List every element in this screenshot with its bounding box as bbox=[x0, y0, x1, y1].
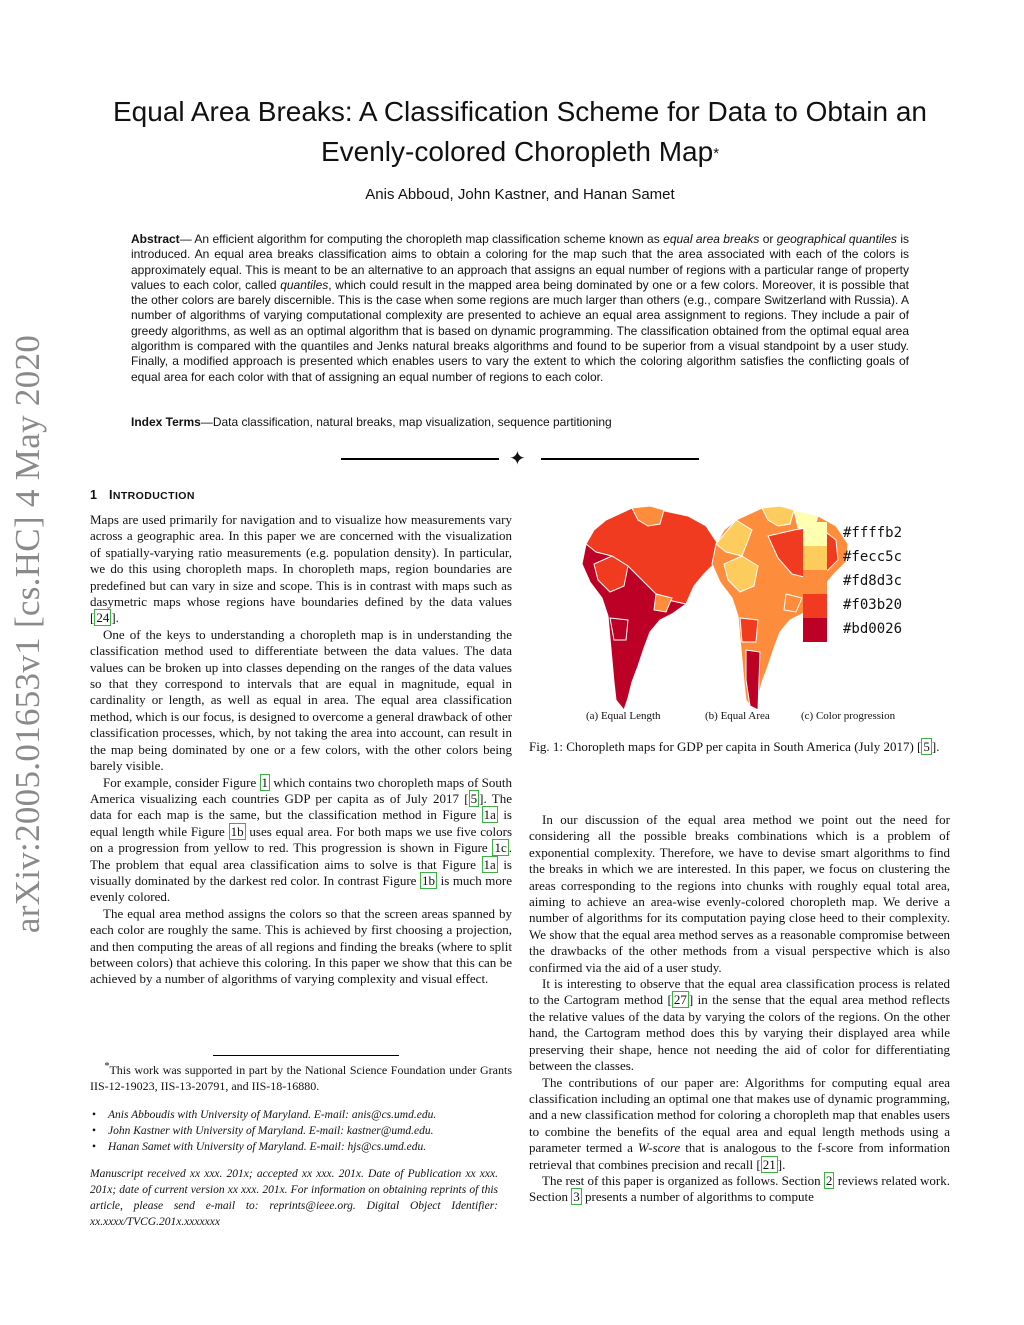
manuscript-info: Manuscript received xx xxx. 201x; accepted xx xxx. 201x. Date of Publication xx xxx. 201x; date of current version xx xxx. 201x. For information on obtaining reprints of this article, please send e-mail to: reprints@ieee.org. Digital Object Identifier: xx.xxxx/TVCG.201x.xxxxxxx bbox=[90, 1168, 498, 1228]
index-terms: Index Terms—Data classification, natural breaks, map visualization, sequence partitioning bbox=[131, 415, 612, 429]
figure-link[interactable]: 1b bbox=[230, 823, 244, 839]
citation-link[interactable]: 5 bbox=[470, 790, 478, 806]
legend-swatch bbox=[803, 570, 827, 594]
figure-link[interactable]: 1b bbox=[422, 872, 435, 888]
paragraph: One of the keys to understanding a choropleth map is in understanding the classification method used to differentiate between the data values. The data values can be broken up into classes depending on the ranges of the data values so that they correspond to intervals that are equal in magnitude, equal in cardinality or length, as well as equal in area. The equal area classification method, which is our focus, is designed to overcome a general drawback of other classification processes, which, by not taking the area into account, can result in the map being dominated by one or a few colors, with the other colors being barely visible. bbox=[90, 626, 513, 774]
paragraph: It is interesting to observe that the equal area classification process is related to the Cartogram method [ 27 ] in the sense that the equal area method reflects the relative values of the data by varying the colors of the regions. On the other hand, the Cartogram method does this by varying their displayed area while preserving their shape, hence not needing the aid of color for differentiating between the classes. bbox=[529, 976, 950, 1074]
paragraph: For example, consider Figure 1 which contains two choropleth maps of South America visualizing each countries GDP per capita as of July 2017 [ 5 ]. The data for each map is the same, but the classification method in Figure 1a is equal length while Figure 1b uses equal area. For both maps we use five colors on a progression from yellow to red. This progression is shown in Figure 1c . The problem that equal area classification aims to solve is that Figure 1a is visually dominated by the darkest red color. In contrast Figure 1b is much more evenly colored. bbox=[90, 774, 513, 905]
legend-entry bbox=[803, 594, 927, 618]
legend-swatch bbox=[803, 594, 827, 618]
affiliation-item: • Anis Abboudis with University of Maryland. E-mail: anis@cs.umd.edu. bbox=[90, 1107, 512, 1123]
title-line-2: Evenly-colored Choropleth Map* bbox=[320, 136, 720, 167]
paragraph: Maps are used primarily for navigation and to visualize how measurements vary across a geographic area. In this paper we are concerned with the visualization of spatially-varying ratio measurements (e.g. population density). In particular, we do this using choropleth maps. In choropleth maps, region boundaries are predefined but can vary in size and scope. This is in contrast with maps such as dasymetric maps whose regions have boundaries defined by the data values [ 24 ]. bbox=[90, 512, 512, 626]
right-column-text bbox=[529, 812, 950, 1206]
figure-link[interactable]: 1a bbox=[483, 856, 496, 872]
affiliation-item: • John Kastner with University of Maryland. E-mail: kastner@umd.edu. bbox=[90, 1123, 512, 1139]
author-list: Anis Abboud, John Kastner, and Hanan Samet bbox=[365, 186, 675, 203]
legend-entry bbox=[803, 618, 927, 642]
subcaption-b: (b) Equal Area bbox=[705, 710, 770, 722]
legend-swatch bbox=[803, 522, 827, 546]
citation-link[interactable]: 5 bbox=[923, 739, 930, 754]
figure-caption: Fig. 1: Choropleth maps for GDP per capita in South America (July 2017) [ 5 ]. bbox=[529, 739, 940, 754]
title-footnote-mark: * bbox=[713, 145, 720, 162]
legend-label: #bd0026 bbox=[843, 621, 903, 637]
arxiv-identifier: arXiv:2005.01653v1 [cs.HC] 4 May 2020 bbox=[8, 334, 47, 934]
title-line-1: Equal Area Breaks: A Classification Scheme for Data to Obtain an bbox=[113, 96, 927, 127]
affiliation-list bbox=[90, 1107, 512, 1155]
section-heading-introduction: 1 INTRODUCTION bbox=[90, 488, 195, 502]
affiliation-item: • Hanan Samet with University of Maryland. E-mail: hjs@cs.umd.edu. bbox=[90, 1139, 512, 1155]
legend-entry bbox=[803, 570, 927, 594]
citation-link[interactable]: 24 bbox=[96, 610, 110, 626]
legend-label: #fd8d3c bbox=[843, 573, 903, 589]
section-link[interactable]: 3 bbox=[573, 1189, 580, 1205]
subcaption-a: (a) Equal Length bbox=[586, 710, 661, 722]
citation-link[interactable]: 21 bbox=[762, 1156, 776, 1172]
legend-label: #ffffb2 bbox=[843, 525, 903, 541]
divider-diamond-icon: ✦ bbox=[509, 448, 526, 470]
index-terms-label: Index Terms bbox=[131, 415, 201, 429]
abstract-label: Abstract bbox=[131, 232, 180, 246]
section-link[interactable]: 2 bbox=[825, 1172, 833, 1188]
paragraph: The rest of this paper is organized as follows. Section 2 reviews related work. Section 3 presents a number of algorithms to compute bbox=[529, 1172, 950, 1205]
legend-label: #fecc5c bbox=[843, 549, 903, 565]
left-column-text bbox=[90, 512, 512, 988]
paragraph: The equal area method assigns the colors so that the screen areas spanned by each color are roughly the same. This is achieved by first choosing a projection, and then computing the areas of all regions and finding the breaks (where to split between colors) that achieve this coloring. In this paper we show that this can be achieved by a number of algorithms of varying complexity and visual effect. bbox=[90, 905, 512, 987]
figure-link[interactable]: 1a bbox=[483, 807, 496, 823]
funding-footnote: *This work was supported in part by the National Science Foundation under Grants IIS-12-19023, IIS-13-20791, and IIS-18-16880. bbox=[90, 1061, 512, 1093]
legend-entry bbox=[803, 546, 927, 570]
paragraph: In our discussion of the equal area method we point out the need for considering all the possible breaks combinations which is a problem of exponential complexity. Therefore, we have to devise smart algorithms to find the breaks in which we are interested. In this paper, we focus on clustering the areas corresponding to the regions into chunks with roughly equal total area, aiming to achieve an area-wise evenly-colored choropleth map. We derive a number of algorithms for its computation paying close heed to their complexity. We show that the equal area method serves as a reasonable compromise between the drawbacks of the other methods from a visual perspective which is also confirmed via the aid of a user study. bbox=[529, 812, 950, 975]
paragraph: The contributions of our paper are: Algorithms for computing equal area classification including an optimal one that makes use of dynamic programming, and a new classification method for coloring a choropleth map that enables users to combine the benefits of the equal area and equal length methods using a parameter termed a W-score that is analogous to the f-score from information retrieval that combines precision and recall [ 21 ]. bbox=[529, 1074, 950, 1172]
abstract: Abstract— An efficient algorithm for computing the choropleth map classification scheme known as equal area breaks or geographical quantiles is introduced. An equal area breaks classification aims to obtain a coloring for the map such that the area associated with each of the colors is approximately equal. This is meant to be an alternative to an approach that assigns an equal number of regions with a particular range of property values to each color, called quantiles, which could result in the mapped area being dominated by one or a few colors. Moreover, it is possible that the other colors are barely discernible. This is the case when some regions are much larger than others (e.g., compare Switzerland with Russia). A number of algorithms of varying computational complexity are presented to achieve an equal area assignment to regions. They include a pair of greedy algorithms, as well as an optimal algorithm that is based on dynamic programming. The classification obtained from the optimal equal area algorithm is compared with the quantiles and Jenks natural breaks algorithms and found to be superior from a visual standpoint by a user study. Finally, a modified approach is presented which enables users to vary the extent to which the coloring algorithm satisfies the conflicting goals of equal area for each color with that of assigning an equal number of regions to each color. bbox=[131, 232, 910, 384]
legend-swatch bbox=[803, 546, 827, 570]
footnote-rule bbox=[213, 1055, 399, 1056]
legend-label: #f03b20 bbox=[843, 597, 903, 613]
paper-title bbox=[60, 92, 980, 172]
figure-link[interactable]: 1c bbox=[494, 840, 507, 856]
subcaption-c: (c) Color progression bbox=[801, 710, 896, 722]
citation-link[interactable]: 27 bbox=[673, 992, 687, 1008]
legend-swatch bbox=[803, 618, 827, 642]
legend-entry bbox=[803, 522, 927, 546]
figure-link[interactable]: 1 bbox=[261, 774, 269, 790]
section-divider bbox=[341, 448, 699, 470]
map-equal-length bbox=[582, 506, 718, 710]
